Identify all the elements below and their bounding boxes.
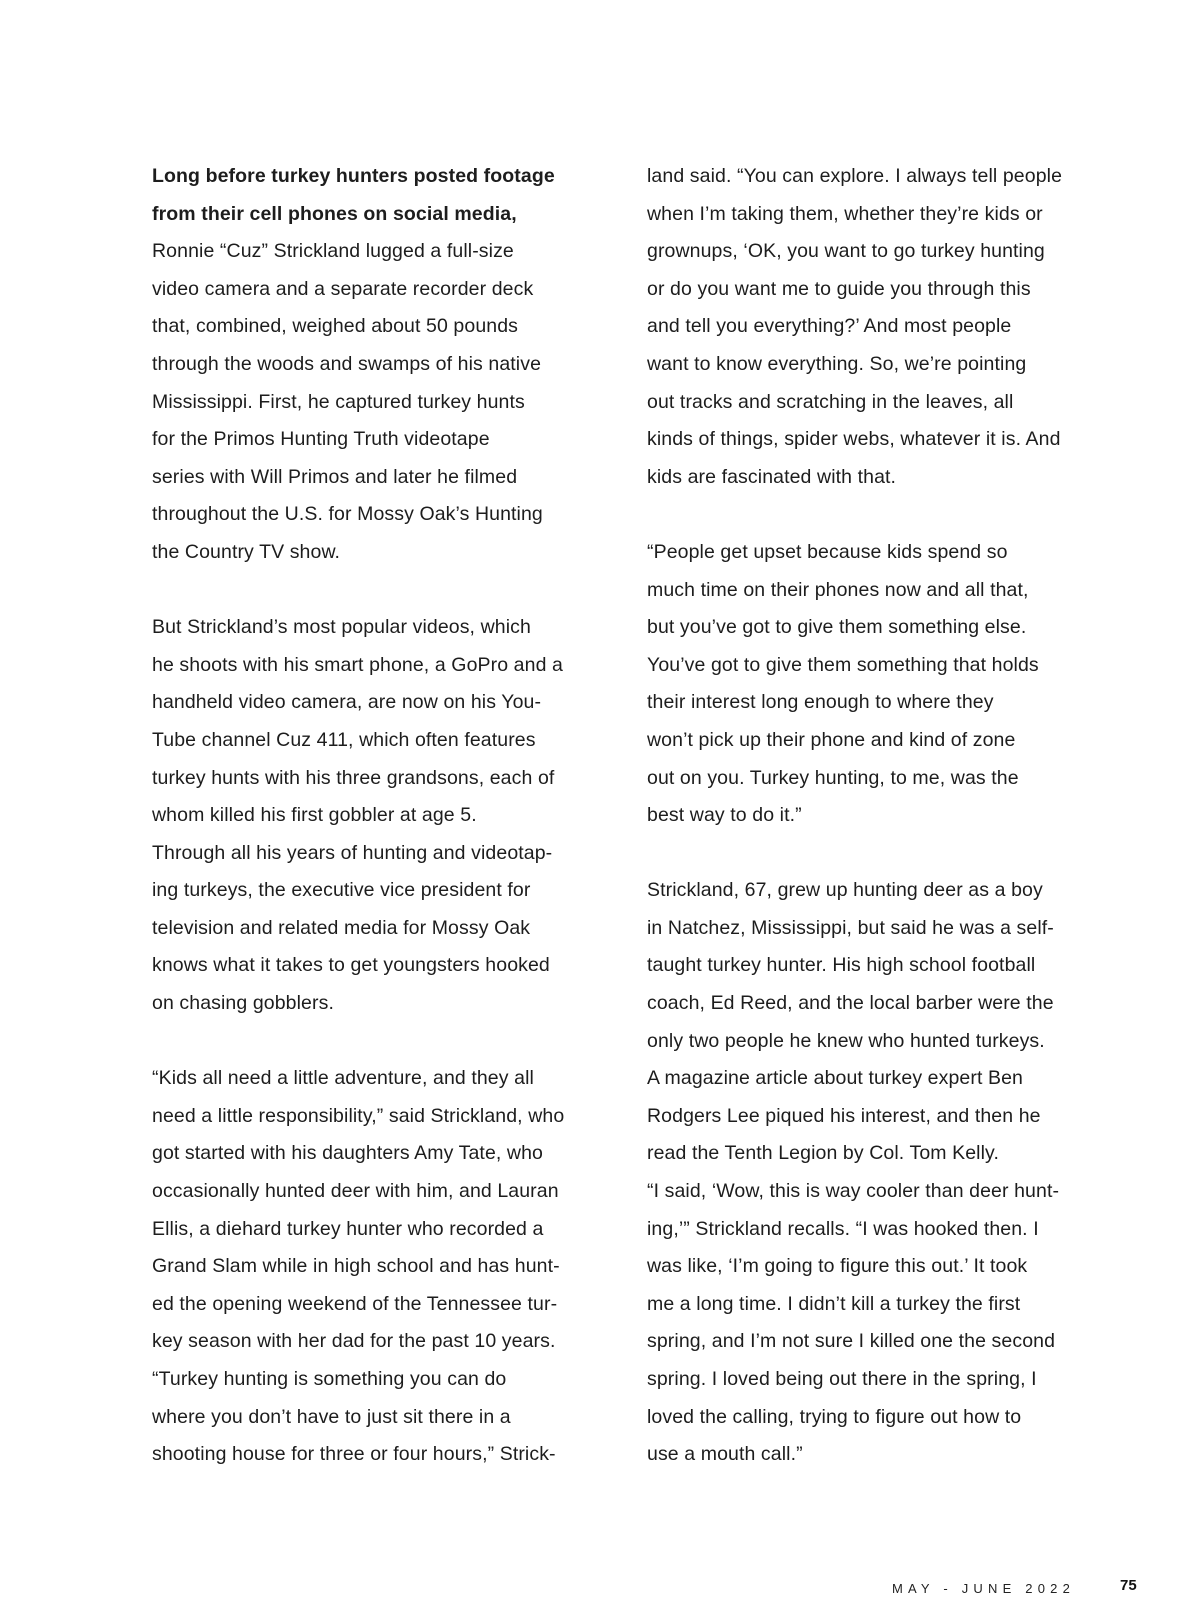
body-line: occasionally hunted deer with him, and Lauran [152, 1180, 559, 1203]
body-line: ing turkeys, the executive vice president for [152, 879, 531, 902]
body-line: knows what it takes to get youngsters hooked [152, 954, 550, 977]
body-line: where you don’t have to just sit there in a [152, 1405, 511, 1428]
body-line: the Country TV show. [152, 540, 341, 563]
body-line: best way to do it.” [647, 804, 802, 827]
body-line: got started with his daughters Amy Tate, who [152, 1142, 544, 1165]
body-line: kids are fascinated with that. [647, 465, 897, 488]
body-line: whom killed his first gobbler at age 5. [152, 804, 477, 827]
body-line: use a mouth call.” [647, 1443, 803, 1466]
body-line: read the Tenth Legion by Col. Tom Kelly. [647, 1142, 999, 1165]
body-line: Ronnie “Cuz” Strickland lugged a full-size [152, 240, 514, 263]
body-line: land said. “You can explore. I always tell people [647, 165, 1063, 187]
body-line: handheld video camera, are now on his You- [152, 691, 542, 714]
body-line: won’t pick up their phone and kind of zone [647, 728, 1016, 751]
body-line: only two people he knew who hunted turkeys. [647, 1029, 1045, 1052]
body-line: coach, Ed Reed, and the local barber were the [647, 992, 1054, 1015]
body-line: Tube channel Cuz 411, which often features [152, 728, 536, 751]
body-line: out tracks and scratching in the leaves, all [647, 390, 1014, 413]
body-line: television and related media for Mossy Oak [152, 916, 531, 939]
body-line: their interest long enough to where they [647, 691, 994, 714]
body-line: Grand Slam while in high school and has hunt- [152, 1255, 560, 1278]
body-line: but you’ve got to give them something else. [647, 616, 1027, 639]
page-number: 75 [1120, 1577, 1137, 1594]
body-line: that, combined, weighed about 50 pounds [152, 315, 519, 338]
body-line: through the woods and swamps of his native [152, 352, 542, 375]
body-line: in Natchez, Mississippi, but said he was a self- [647, 916, 1054, 939]
paragraph-break [152, 1023, 612, 1061]
body-line: A magazine article about turkey expert Ben [647, 1067, 1023, 1090]
body-line: Mississippi. First, he captured turkey hunts [152, 390, 525, 413]
body-line: video camera and a separate recorder deck [152, 277, 534, 300]
body-line: taught turkey hunter. His high school football [647, 954, 1036, 977]
body-line: series with Will Primos and later he filmed [152, 465, 518, 488]
body-line: Rodgers Lee piqued his interest, and then he [647, 1104, 1041, 1127]
body-line: Ellis, a diehard turkey hunter who recorded a [152, 1217, 544, 1240]
body-line: much time on their phones now and all that, [647, 578, 1029, 601]
body-line: and tell you everything?’ And most people [647, 315, 1012, 338]
body-line: Through all his years of hunting and videotap- [152, 841, 553, 864]
paragraph-break [152, 572, 612, 610]
body-line: want to know everything. So, we’re pointing [647, 352, 1027, 375]
body-line: shooting house for three or four hours,” Strick- [152, 1443, 556, 1466]
paragraph-break [647, 496, 1107, 534]
body-line: grownups, ‘OK, you want to go turkey hunting [647, 240, 1045, 263]
body-line: need a little responsibility,” said Strickland, who [152, 1104, 565, 1127]
body-line: or do you want me to guide you through this [647, 277, 1031, 300]
body-line: “Turkey hunting is something you can do [152, 1368, 507, 1390]
body-line: “Kids all need a little adventure, and they all [152, 1067, 534, 1090]
body-line: when I’m taking them, whether they’re kids or [647, 202, 1043, 225]
body-line: me a long time. I didn’t kill a turkey the first [647, 1292, 1021, 1315]
body-line: out on you. Turkey hunting, to me, was the [647, 766, 1019, 789]
body-line: spring. I loved being out there in the spring, I [647, 1368, 1037, 1390]
lead-in-line: Long before turkey hunters posted footage [152, 165, 555, 187]
body-line: “People get upset because kids spend so [647, 540, 1008, 563]
body-line: was like, ‘I’m going to figure this out.’ It took [647, 1255, 1028, 1278]
article-column-right [647, 158, 1107, 1474]
body-line: ing,’” Strickland recalls. “I was hooked then. I [647, 1217, 1039, 1240]
body-line: “I said, ‘Wow, this is way cooler than deer hunt- [647, 1180, 1060, 1203]
paragraph-break [647, 835, 1107, 873]
body-line: kinds of things, spider webs, whatever it is. And [647, 428, 1061, 451]
body-line: he shoots with his smart phone, a GoPro and a [152, 653, 563, 676]
body-line: You’ve got to give them something that holds [647, 653, 1039, 676]
body-line: for the Primos Hunting Truth videotape [152, 428, 490, 451]
body-line: key season with her dad for the past 10 years. [152, 1330, 556, 1353]
body-line: But Strickland’s most popular videos, which [152, 616, 531, 639]
body-line: throughout the U.S. for Mossy Oak’s Hunting [152, 503, 543, 526]
body-line: spring, and I’m not sure I killed one the second [647, 1330, 1056, 1353]
body-line: loved the calling, trying to figure out how to [647, 1405, 1022, 1428]
issue-date: MAY - JUNE 2022 [892, 1581, 1076, 1596]
body-line: on chasing gobblers. [152, 992, 334, 1015]
body-line: ed the opening weekend of the Tennessee tur- [152, 1292, 558, 1315]
lead-in-line: from their cell phones on social media, [152, 202, 517, 225]
body-line: Strickland, 67, grew up hunting deer as a boy [647, 879, 1043, 902]
body-line: turkey hunts with his three grandsons, each of [152, 766, 555, 789]
article-column-left [152, 158, 612, 1474]
